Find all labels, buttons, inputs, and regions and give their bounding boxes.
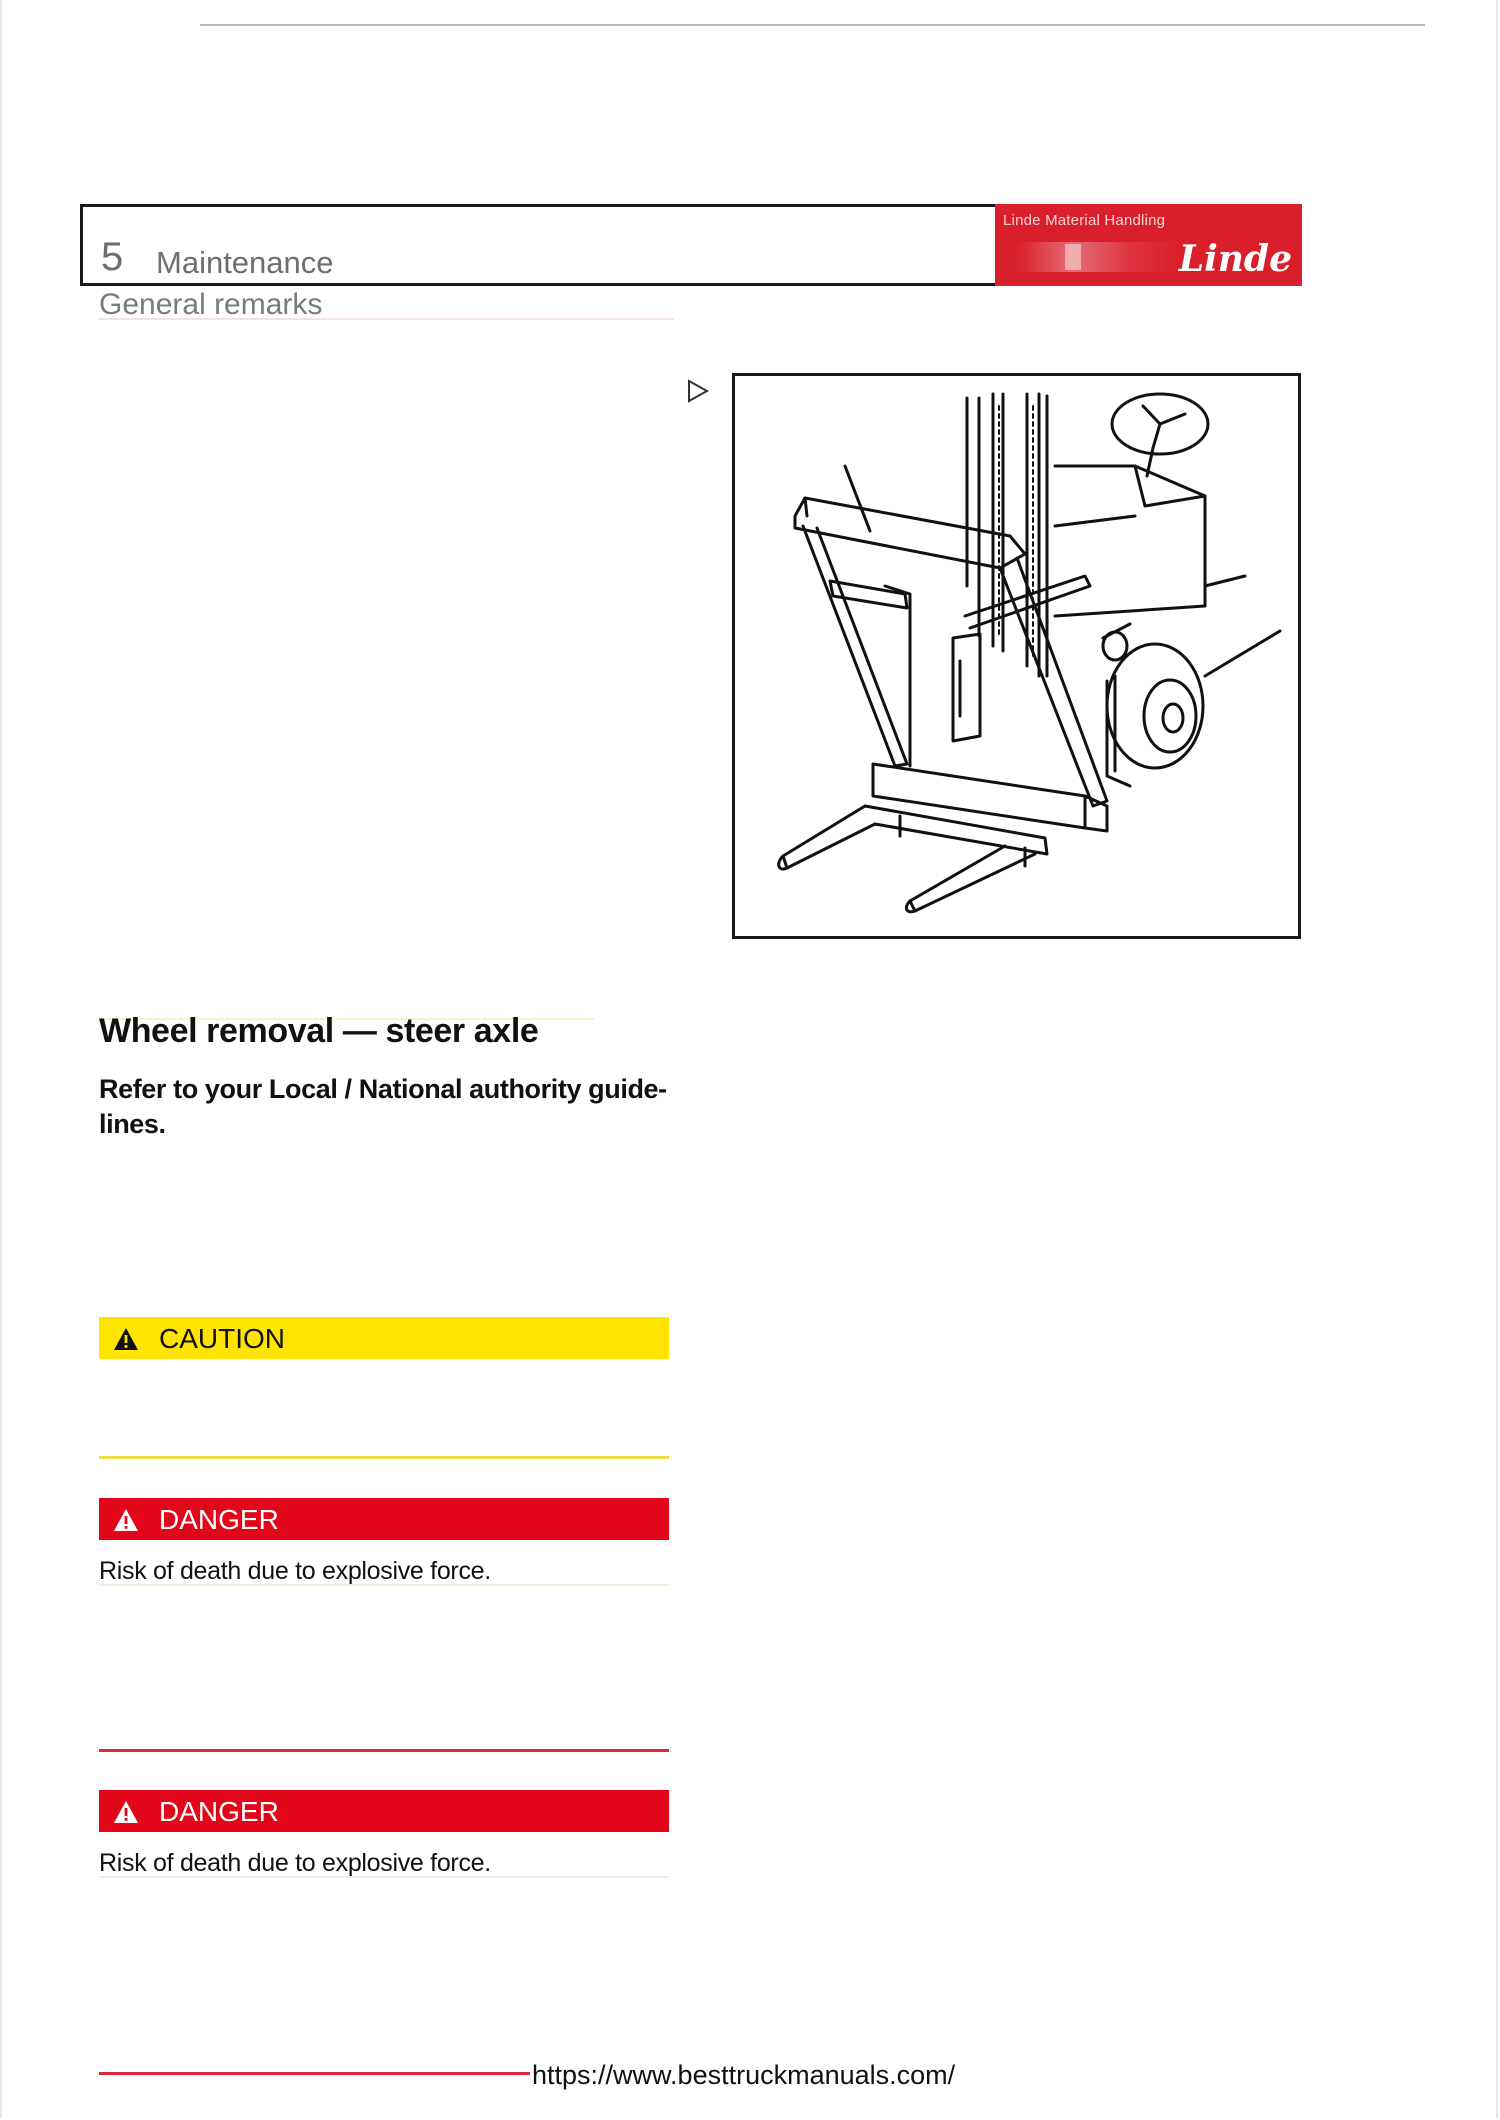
- caution-label: CAUTION: [159, 1323, 285, 1354]
- brand-decor-bar: [1065, 244, 1081, 270]
- caution-banner: [99, 1317, 669, 1359]
- danger-label-2: DANGER: [159, 1796, 279, 1827]
- danger-text-1: Risk of death due to explosive force.: [99, 1557, 491, 1585]
- top-rule: [200, 24, 1425, 26]
- chapter-header: [80, 204, 1302, 286]
- chapter-number: 5: [101, 235, 124, 279]
- forklift-illustration: [732, 373, 1301, 939]
- chapter-title: Maintenance: [156, 245, 334, 280]
- linde-logo: Linde: [1178, 238, 1292, 280]
- forklift-drawing: [735, 376, 1298, 936]
- warning-triangle-icon: [113, 1327, 139, 1351]
- brand-tagline: Linde Material Handling: [1003, 212, 1166, 229]
- warning-triangle-icon: [113, 1508, 139, 1532]
- section-heading: General remarks: [99, 288, 323, 321]
- warning-triangle-icon: [113, 1800, 139, 1824]
- danger-label-1: DANGER: [159, 1504, 279, 1535]
- brand-block: [995, 204, 1302, 286]
- danger-banner-1: [99, 1498, 669, 1540]
- section-rule: [99, 318, 674, 320]
- danger-text-2: Risk of death due to explosive force.: [99, 1849, 491, 1877]
- section-title: Wheel removal — steer axle: [99, 1012, 539, 1050]
- danger-text-rule-2: [99, 1876, 669, 1878]
- triangle-right-outline-icon: [685, 378, 711, 404]
- caution-end-rule: [99, 1456, 669, 1459]
- danger-banner-2: [99, 1790, 669, 1832]
- intro-paragraph: Refer to your Local / National authority guide-lines.: [99, 1074, 667, 1139]
- danger-end-rule-1: [99, 1749, 669, 1752]
- brand-decor: [1017, 242, 1177, 272]
- danger-text-rule-1: [99, 1584, 669, 1586]
- footer-url-link[interactable]: https://www.besttruckmanuals.com/: [532, 2060, 956, 2090]
